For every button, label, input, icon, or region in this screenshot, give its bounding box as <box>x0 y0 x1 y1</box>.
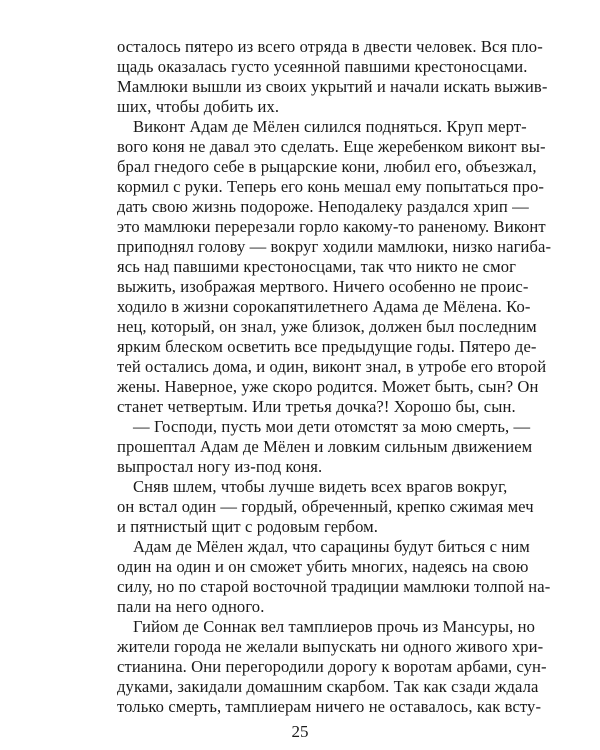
text-line: пали на него одного. <box>117 597 265 616</box>
text-line: силу, но по старой восточной традиции мамлюки толпой на- <box>117 577 551 596</box>
text-line: осталось пятеро из всего отряда в двести человек. Вся пло- <box>117 37 543 56</box>
text-line: Виконт Адам де Мёлен силился подняться. Круп мерт- <box>133 117 527 136</box>
text-line: выпростал ногу из-под коня. <box>117 457 323 476</box>
text-line: брал гнедого себе в рыцарские кони, любил его, объезжал, <box>117 157 537 176</box>
text-line: щадь оказалась густо усеянной павшими крестоносцами. <box>117 57 528 76</box>
text-line: прошептал Адам де Мёлен и ловким сильным движением <box>117 437 533 456</box>
text-line: один на один и он сможет убить многих, надеясь на свою <box>117 557 529 576</box>
text-line: станет четвертым. Или третья дочка?! Хорошо бы, сын. <box>117 397 516 416</box>
text-line: тей остались дома, и один, виконт знал, в утробе его второй <box>117 357 547 376</box>
text-line: Мамлюки вышли из своих укрытий и начали искать выжив- <box>117 77 548 96</box>
text-line: жители города не желали выпускать ни одного живого хри- <box>117 637 544 656</box>
text-line: ярким блеском осветить все предыдущие годы. Пятеро де- <box>117 337 537 356</box>
text-line: выжить, изображая мертвого. Ничего особенно не проис- <box>117 277 529 296</box>
text-line: — Господи, пусть мои дети отомстят за мою смерть, — <box>133 417 531 436</box>
text-line: вого коня не давал это сделать. Еще жеребенком виконт вы- <box>117 137 546 156</box>
text-line: кормил с руки. Теперь его конь мешал ему попытаться про- <box>117 177 544 196</box>
text-line: приподнял голову — вокруг ходили мамлюки, низко нагиба- <box>117 237 552 256</box>
text-line: жены. Наверное, уже скоро родится. Может быть, сын? Он <box>117 377 539 396</box>
text-line: ших, чтобы добить их. <box>117 97 280 116</box>
text-line: нец, который, он знал, уже близок, должен был последним <box>117 317 537 336</box>
page-number: 25 <box>291 722 309 741</box>
text-line: Адам де Мёлен ждал, что сарацины будут биться с ним <box>133 537 530 556</box>
text-line: ходило в жизни сорокапятилетнего Адама де Мёлена. Ко- <box>117 297 531 316</box>
text-line: он встал один — гордый, обреченный, крепко сжимая меч <box>117 497 534 516</box>
text-line: ясь над павшими крестоносцами, так что никто не смог <box>117 257 517 276</box>
text-line: дуками, закидали домашним скарбом. Так как сзади ждала <box>117 677 539 696</box>
text-line: только смерть, тамплиерам ничего не оставалось, как всту- <box>117 697 542 716</box>
text-line: Гийом де Соннак вел тамплиеров прочь из Мансуры, но <box>133 617 535 636</box>
text-line: Сняв шлем, чтобы лучше видеть всех врагов вокруг, <box>133 477 508 496</box>
text-line: дать свою жизнь подороже. Неподалеку раздался хрип — <box>117 197 529 216</box>
text-line: и пятнистый щит с родовым гербом. <box>117 517 379 536</box>
text-line: стианина. Они перегородили дорогу к воротам арбами, сун- <box>117 657 547 676</box>
text-line: это мамлюки перерезали горло какому-то раненому. Виконт <box>117 217 546 236</box>
